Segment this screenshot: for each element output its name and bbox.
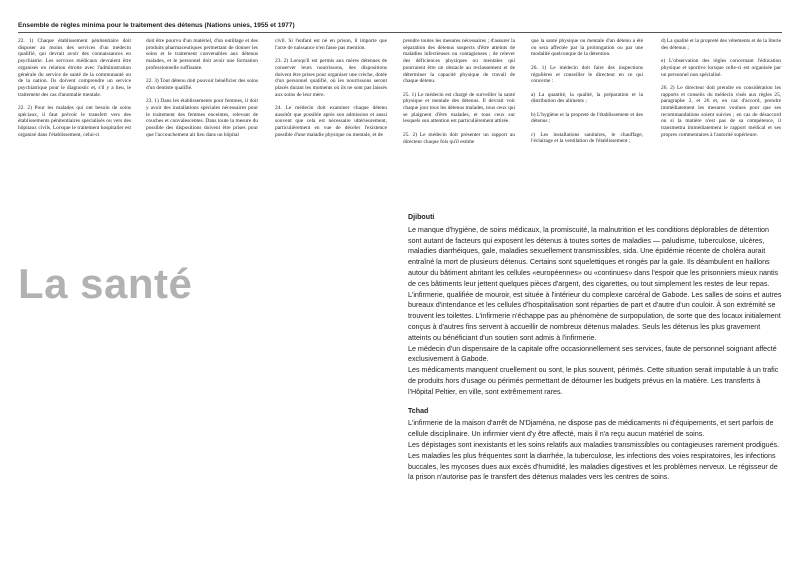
- report-paragraph: Les médicaments manquent cruellement ou sont, le plus souvent, périmés. Cette situation serait imputable à un trafic de produits hors d'usage ou périmés permettant de détourner les budgets prévus en la matière. Les transferts à l'Hôpital Peltier, en ville, sont extrêmement rares.: [408, 366, 779, 396]
- rule-paragraph: 24. Le médecin doit examiner chaque détenu aussitôt que possible après son admission et aussi souvent que cela est nécessaire ultérieurement, particulièrement en vue de déceler l'existence possible d'une maladie physique ou mentale, et de: [275, 105, 387, 138]
- rules-column-1: [18, 38, 131, 145]
- rule-paragraph: b) L'hygiène et la propreté de l'établissement et des détenus ;: [531, 111, 643, 125]
- rule-paragraph: 26. 1) Le médecin doit faire des inspections régulières et conseiller le directeur en ce qui concerne :: [531, 64, 643, 85]
- rule-paragraph: 25. 2) Le médecin doit présenter un rapport au directeur chaque fois qu'il estime: [403, 131, 515, 145]
- report-paragraph: L'infirmerie de la maison d'arrêt de N'Djaména, ne dispose pas de médicaments ni d'équipements, et sert parfois de cellule disciplinaire. Un infirmier vient d'y être affecté, mais il n'a reçu aucun matériel de soins.: [408, 419, 774, 439]
- rules-column-4: [403, 38, 515, 152]
- rule-paragraph: 25. 1) Le médecin est chargé de surveiller la santé physique et mentale des détenus. Il devrait voir chaque jour tous les détenus malades, tous ceux qui se plaignent d'être malades, et tous ceux sur lesquels son attention est particulièrement attirée.: [403, 91, 515, 125]
- rule-paragraph: doit être pourvu d'un matériel, d'un outillage et des produits pharmaceutiques permettant de donner les soins et le traitement convenables aux détenus malades, et le personnel doit avoir une formation professionnelle suffisante.: [146, 38, 258, 71]
- report-paragraph: Le manque d'hygiène, de soins médicaux, la promiscuité, la malnutrition et les conditions déplorables de détention sont autant de facteurs qui exposent les détenus à toutes sortes de maladies — paludisme, tuberculose, ulcères, maladies diarrhéiques, gale, maladies sexuellement transmissibles, sida. Une épidémie récente de choléra aurait entraîné la mort de plusieurs détenus. Certains sont squelettiques et rongés par la gale. Ils déambulent en haillons autour du bâtiment abritant les cellules «européennes» ou «continues» dans l'espoir que les prisonniers mieux nantis de ces bâtiments leur jettent quelques pièces d'argent, des cigarettes, ou tout simplement les restes de leur repas.: [408, 225, 779, 288]
- rule-paragraph: e) L'observation des règles concernant l'éducation physique et sportive lorsque celle-ci est organisée par un personnel non spécialisé.: [661, 58, 781, 78]
- country-heading: Djibouti: [408, 213, 435, 221]
- section-title: La santé: [18, 260, 193, 307]
- rule-paragraph: civil. Si l'enfant est né en prison, il importe que l'acte de naissance n'en fasse pas mention.: [275, 38, 387, 51]
- rule-paragraph: 23. 2) Lorsqu'il est permis aux mères détenues de conserver leurs nourrissons, des dispositions doivent être prises pour organiser une crèche, dotée d'un personnel qualifié, où les nourrissons seront placés durant les moments où ils ne sont pas laissés aux soins de leur mère.: [275, 58, 387, 98]
- rules-column-3: [275, 38, 387, 145]
- report-tchad: [408, 406, 784, 484]
- report-paragraph: Les dépistages sont inexistants et les soins relatifs aux maladies transmissibles ou contagieuses rarement prodigués. Les maladies les plus fréquentes sont la diarrhée, la tuberculose, les infections des voies respiratoires, les infections buccales, les mycoses dues aux excès d'humidité, les maladies digestives et les problèmes nerveux. Le régisseur de la prison n'autorise pas le transfert des détenus malades vers les centres de soins.: [408, 440, 780, 482]
- rule-paragraph: 23. 1) Dans les établissements pour femmes, il doit y avoir des installations spéciales nécessaires pour le traitement des femmes enceintes, relevant de couches et convalescentes. Dans toute la mesure du possible des dispositions doivent être prises pour que l'accouchement ait lieu dans un hôpital: [146, 98, 258, 138]
- country-heading: Tchad: [408, 406, 429, 415]
- report-djibouti: [408, 212, 784, 398]
- country-reports: [408, 212, 784, 491]
- rule-paragraph: que la santé physique ou mentale d'un détenu a été ou sera affectée par la prolongation ou par une modalité quelconque de la détention.: [531, 38, 643, 58]
- report-paragraph: Le médecin d'un dispensaire de la capitale offre occasionnellement ses services, faute de personnel soignant affecté exclusivement à Gabode.: [408, 344, 777, 364]
- rule-paragraph: 22. 2) Pour les malades qui ont besoin de soins spéciaux, il faut prévoir le transfert vers des établissements pénitentiaires spécialisés ou vers des hôpitaux civils. Lorsque le traitement hospitalier est organisé dans l'établissement, celui-ci: [18, 105, 131, 138]
- page-header: Ensemble de règles minima pour le traitement des détenus (Nations unies, 1955 et 1977): [18, 22, 295, 29]
- rule-paragraph: c) Les installations sanitaires, le chauffage, l'éclairage et la ventilation de l'établissement ;: [531, 131, 643, 145]
- rule-paragraph: d) La qualité et la propreté des vêtements et de la literie des détenus ;: [661, 38, 781, 51]
- rule-paragraph: a) La quantité, la qualité, la préparation et la distribution des aliments ;: [531, 91, 643, 105]
- rule-paragraph: prendre toutes les mesures nécessaires ; d'assurer la séparation des détenus suspects d'être atteints de maladies infectieuses ou contagieuses ; de relever des déficiences physiques ou mentales qui pourraient être un obstacle au reclassement et de déterminer la capacité physique de travail de chaque détenu.: [403, 38, 515, 85]
- rules-column-6: [661, 38, 781, 145]
- rule-paragraph: 22. 1) Chaque établissement pénitentiaire doit disposer au moins des services d'un médecin qualifié, qui devrait avoir des connaissances en psychiatrie. Les services médicaux devraient être organisés en relation étroite avec l'administration générale du service de santé de la communauté ou de la nation. Ils doivent comprendre un service psychiatrique pour le diagnostic et, s'il y a lieu, le traitement des cas d'anomalie mentale.: [18, 38, 131, 98]
- rule-paragraph: 22. 3) Tout détenu doit pouvoir bénéficier des soins d'un dentiste qualifié.: [146, 78, 258, 91]
- rule-paragraph: 26. 2) Le directeur doit prendre en considération les rapports et conseils du médecin visés aux règles 25, paragraphe 2, et 26 et, en cas d'accord, prendre immédiatement les mesures voulues pour que ses recommandations soient suivies ; en cas de désaccord ou si la matière n'est pas de sa compétence, il transmettra immédiatement le rapport médical et ses propres commentaires à l'autorité supérieure.: [661, 84, 781, 138]
- rules-column-5: [531, 38, 643, 152]
- rules-column-2: [146, 38, 258, 145]
- header-divider: [18, 32, 782, 33]
- report-paragraph: L'infirmerie, qualifiée de mouroir, est située à l'intérieur du complexe carcéral de Gabode. Les salles de soins et autres bureaux d'intendance et les cellules d'hospitalisation sont réparties de part et d'autre d'un couloir. À son extrémité se trouvent les toilettes. L'infirmerie n'échappe pas au phénomène de surpopulation, de sorte que des locaux initialement conçus à d'autres fins servent à accueillir de nombreux détenus malades. Seuls les détenus les plus gravement atteints ou bénéficiant d'un soutien sont admis à l'infirmerie.: [408, 290, 782, 342]
